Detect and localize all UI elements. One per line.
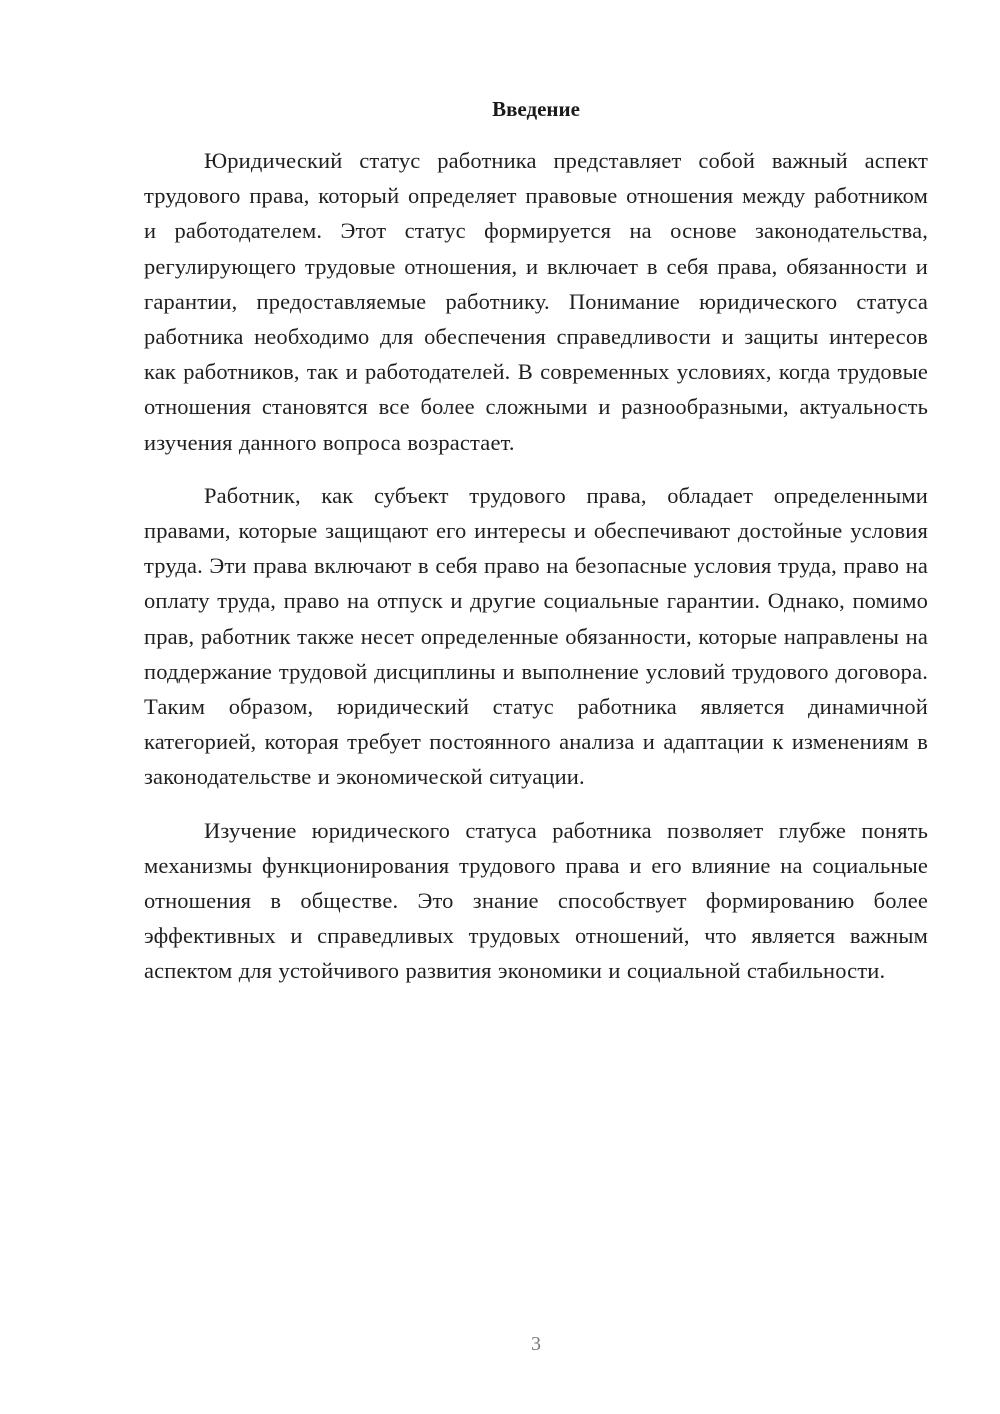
page-number: 3 bbox=[531, 1333, 541, 1355]
paragraph-2: Работник, как субъект трудового права, обладает определенными правами, которые защищают его интересы и обеспечивают достойные условия труда. Эти права включают в себя право на безопасные условия труда, право на оплату труда, право на отпуск и другие социальные гарантии. Однако, помимо прав, работник также несет определенные обязанности, которые направлены на поддержание трудовой дисциплины и выполнение условий трудового договора. Таким образом, юридический статус работника является динамичной категорией, которая требует постоянного анализа и адаптации к изменениям в законодательстве и экономической ситуации. bbox=[144, 482, 928, 790]
paragraph-3: Изучение юридического статуса работника позволяет глубже понять механизмы функционирования трудового права и его влияние на социальные отношения в обществе. Это знание способствует формированию более эффективных и справедливых трудовых отношений, что является важным аспектом для устойчивого развития экономики и социальной стабильности. bbox=[144, 817, 928, 984]
body-text bbox=[144, 143, 928, 1007]
paragraph-1: Юридический статус работника представляет собой важный аспект трудового права, который определяет правовые отношения между работником и работодателем. Этот статус формируется на основе законодательства, регулирующего трудовые отношения, и включает в себя права, обязанности и гарантии, предоставляемые работнику. Понимание юридического статуса работника необходимо для обеспечения справедливости и защиты интересов как работников, так и работодателей. В современных условиях, когда трудовые отношения становятся все более сложными и разнообразными, актуальность изучения данного вопроса возрастает. bbox=[144, 148, 928, 455]
section-title: Введение bbox=[492, 97, 580, 121]
